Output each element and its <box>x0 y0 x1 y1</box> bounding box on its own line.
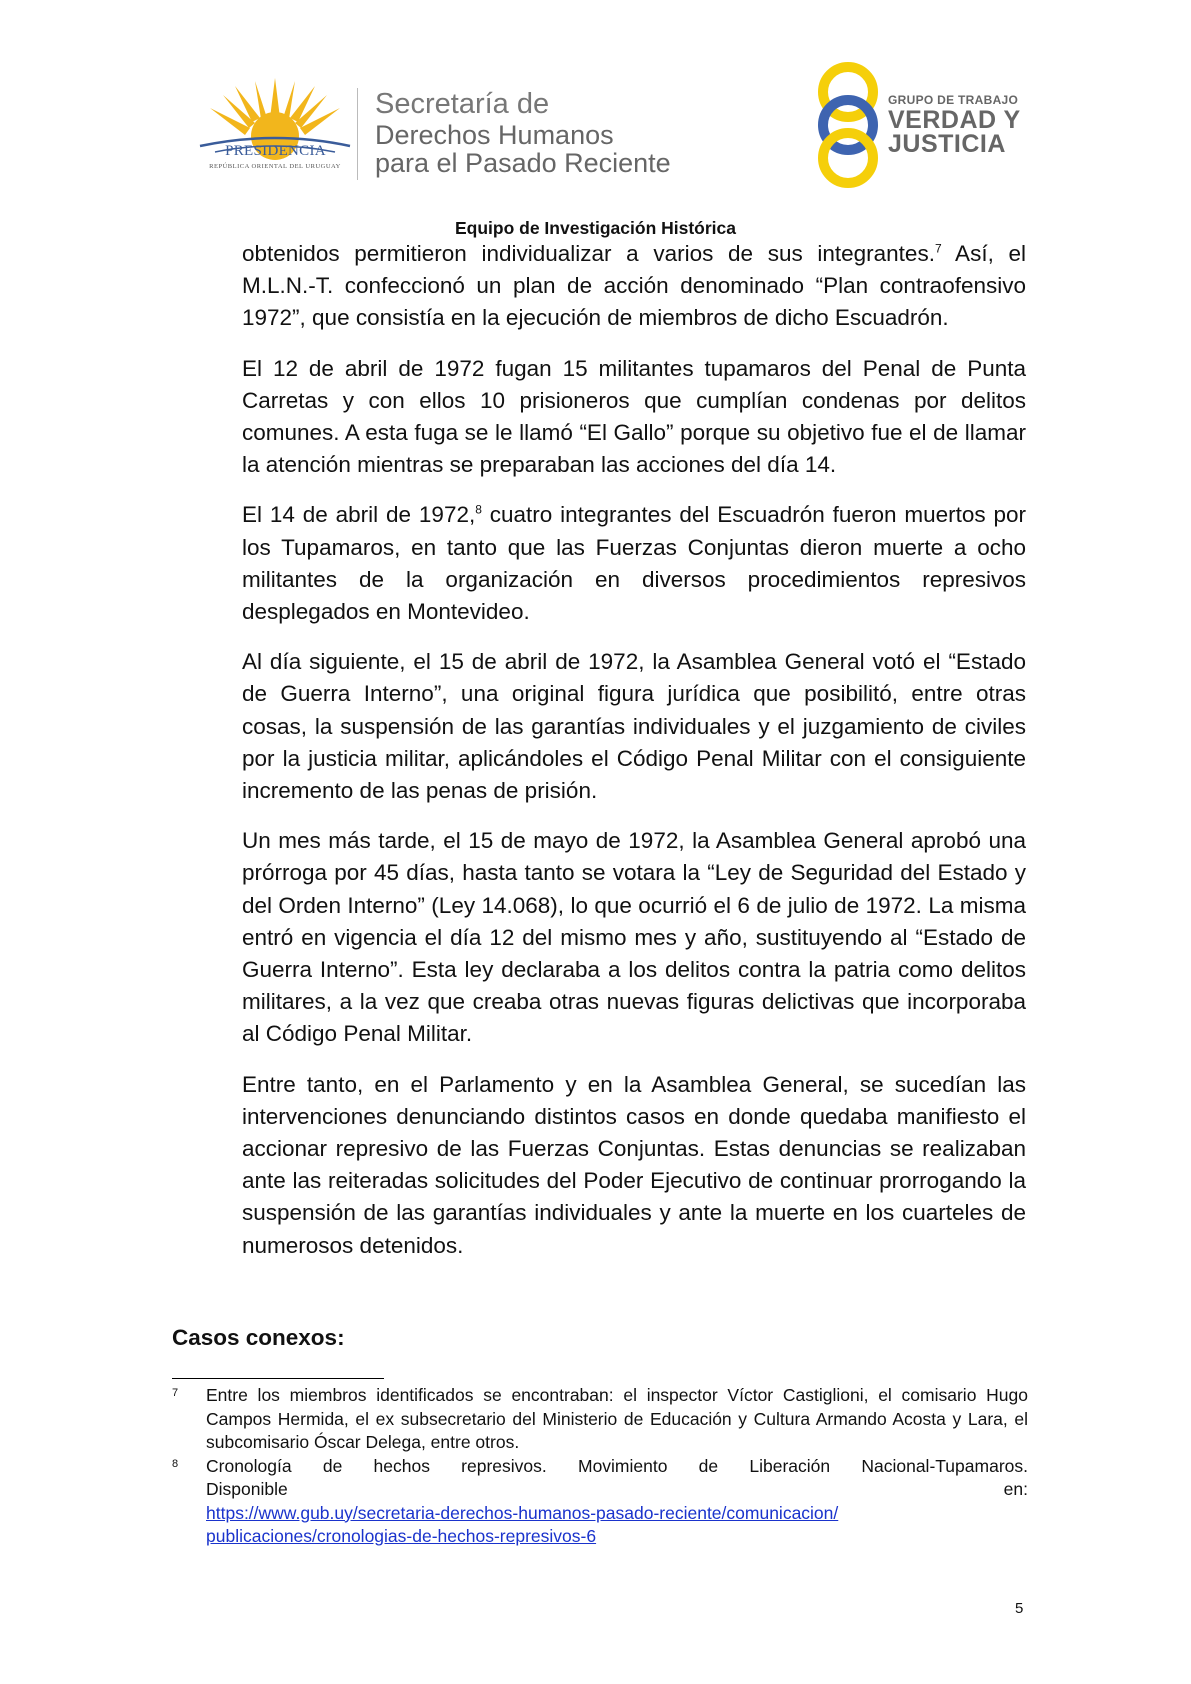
section-heading: Casos conexos: <box>172 1325 345 1350</box>
verdad-justicia-rings-logo <box>808 60 888 190</box>
secretaria-line-1: Secretaría de <box>375 88 550 120</box>
paragraph-5: Un mes más tarde, el 15 de mayo de 1972, la Asamblea General aprobó una prórroga por 45 días, hasta tanto se votara la “Ley de Seguridad del Estado y del Orden Interno” (Ley 14.068), lo que ocurrió el 6 de julio de 1972. La misma entró en vigencia el día 12 del mismo mes y año, sustituyendo al “Estado de Guerra Interno”. Esta ley declaraba a los delitos contra la patria como delitos militares, a la vez que creaba otras nuevas figuras delictivas que incorporaba al Código Penal Militar. <box>242 828 1026 1047</box>
footnote-number: 7 <box>172 1387 179 1399</box>
presidencia-label: PRESIDENCIA <box>225 143 326 159</box>
available-label: Disponible <box>206 1479 288 1499</box>
source-link-line-2[interactable]: publicaciones/cronologias-de-hechos-represivos-6 <box>206 1526 597 1546</box>
page-number: 5 <box>1015 1600 1024 1617</box>
presidencia-subtitle: REPÚBLICA ORIENTAL DEL URUGUAY <box>209 163 341 170</box>
grupo-trabajo-label: GRUPO DE TRABAJO <box>888 93 1019 107</box>
paragraph-3: El 14 de abril de 1972,$^8$ cuatro integrantes del Escuadrón fueron muertos por los Tupamaros, en tanto que las Fuerzas Conjuntas dieron muerte a ocho militantes de la organización en diversos procedimientos represivos desplegados en Montevideo. <box>242 502 1026 625</box>
footnote-number: 8 <box>172 1457 179 1470</box>
footnote-7 <box>172 1384 1028 1455</box>
source-link-line-1[interactable]: https://www.gub.uy/secretaria-derechos-humanos-pasado-reciente/comunicacion/ <box>206 1502 839 1523</box>
footnote-available-row <box>206 1478 1028 1502</box>
justicia-label: JUSTICIA <box>888 130 1006 158</box>
paragraph-6: Entre tanto, en el Parlamento y en la Asamblea General, se sucedían las intervenciones denunciando distintos casos en donde quedaba manifiesto el accionar represivo de las Fuerzas Conjuntas. Estas denuncias se realizaban ante las reiteradas solicitudes del Poder Ejecutivo de continuar prorrogando la suspensión de las garantías individuales y ante la muerte en los cuarteles de numerosos detenidos. <box>242 1071 1026 1258</box>
footnote-separator <box>172 1378 384 1379</box>
footnote-text: Entre los miembros identificados se encontraban: el inspector Víctor Castiglioni, el comisario Hugo Campos Hermida, el ex subsecretario del Ministerio de Educación y Cultura Armando Acosta y Lara, el subcomisario Óscar Delega, entre otros. <box>206 1385 1028 1452</box>
body-text <box>242 238 1026 1280</box>
secretaria-line-3: para el Pasado Reciente <box>375 148 671 178</box>
paragraph-4: Al día siguiente, el 15 de abril de 1972, la Asamblea General votó el “Estado de Guerra Interno”, una original figura jurídica que posibilitó, entre otras cosas, la suspensión de las garantías individuales y el juzgamiento de civiles por la justicia militar, aplicándoles el Código Penal Militar con el consiguiente incremento de las penas de prisión. <box>242 649 1026 804</box>
footnote-text-block <box>206 1455 1028 1549</box>
page-header <box>0 0 1191 238</box>
paragraph-2: El 12 de abril de 1972 fugan 15 militantes tupamaros del Penal de Punta Carretas y con ellos 10 prisioneros que cumplían condenas por delitos comunes. A esta fuga se le llamó “El Gallo” porque su objetivo fue el de llamar la atención mientras se preparaban las acciones del día 14. <box>242 355 1026 478</box>
footnotes <box>172 1384 1028 1549</box>
paragraph-1: obtenidos permitieron individualizar a varios de sus integrantes.$^7$ Así, el M.L.N.-T. confeccionó un plan de acción denominado “Plan contraofensivo 1972”, que consistía en la ejecución de miembros de dicho Escuadrón. <box>242 241 1026 331</box>
sun-of-may-logo <box>195 78 355 188</box>
header-divider <box>357 88 358 180</box>
footnote-ref-8[interactable]: 8 <box>475 502 482 517</box>
footnote-text: Cronología de hechos represivos. Movimiento de Liberación Nacional-Tupamaros. <box>206 1455 1028 1476</box>
footnote-ref-7[interactable]: 7 <box>934 241 942 256</box>
verdad-label: VERDAD Y <box>888 106 1021 134</box>
team-title: Equipo de Investigación Histórica <box>454 218 737 238</box>
secretaria-line-2: Derechos Humanos <box>375 120 614 150</box>
footnote-8 <box>172 1455 1028 1549</box>
available-en: en: <box>1003 1479 1028 1499</box>
